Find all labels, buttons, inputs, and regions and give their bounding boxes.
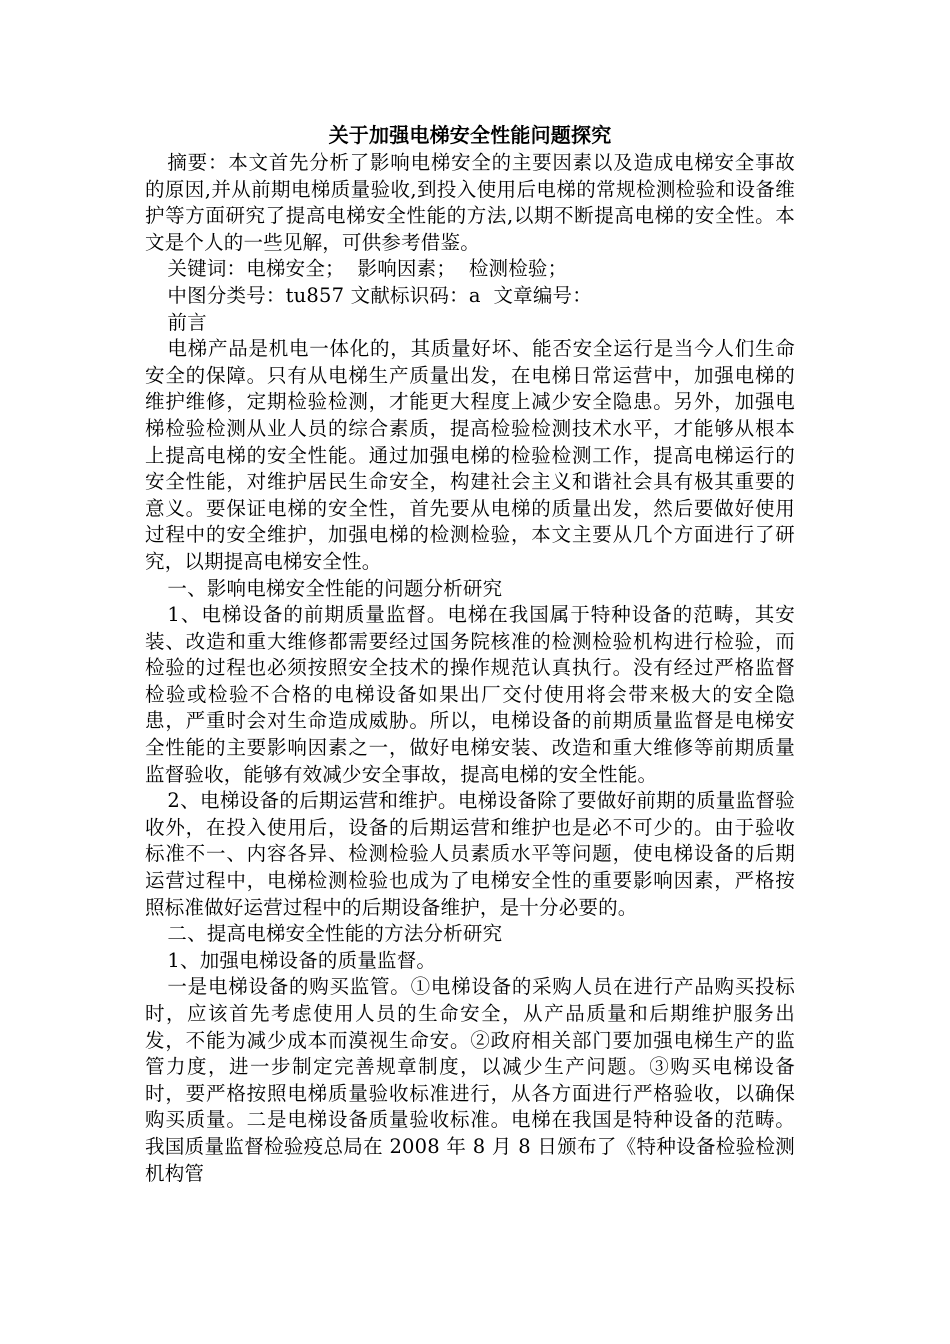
section1-item2-paragraph: 2、电梯设备的后期运营和维护。电梯设备除了要做好前期的质量监督验收外，在投入使用后，设备的后期运营和维护也是必不可少的。由于验收标准不一、内容各异、检测检验人员素质水平等问题，使电梯设备的后期运营过程中，电梯检测检验也成为了电梯安全性的重要影响因素，严格按照标准做好运营过程中的后期设备维护，是十分必要的。 xyxy=(145,789,795,919)
classification-line: 中图分类号：tu857 文献标识码：a 文章编号： xyxy=(167,283,592,307)
section2-heading: 二、提高电梯安全性能的方法分析研究 xyxy=(167,922,503,946)
document-title: 关于加强电梯安全性能问题探究 xyxy=(328,123,612,147)
preface-heading: 前言 xyxy=(167,310,207,334)
document-page xyxy=(145,120,795,1187)
section1-item1-paragraph: 1、电梯设备的前期质量监督。电梯在我国属于特种设备的范畴，其安装、改造和重大维修都需要经过国务院核准的检测检验机构进行检验，而检验的过程也必须按照安全技术的操作规范认真执行。没有经过严格监督检验或检验不合格的电梯设备如果出厂交付使用将会带来极大的安全隐患，严重时会对生命造成威胁。所以，电梯设备的前期质量监督是电梯安全性能的主要影响因素之一，做好电梯安装、改造和重大维修等前期质量监督验收，能够有效减少安全事故，提高电梯的安全性能。 xyxy=(145,603,795,786)
keywords-line: 关键词：电梯安全； 影响因素； 检测检验； xyxy=(167,257,568,281)
preface-paragraph: 电梯产品是机电一体化的，其质量好坏、能否安全运行是当今人们生命安全的保障。只有从电梯生产质量出发，在电梯日常运营中，加强电梯的维护维修，定期检验检测，才能更大程度上减少安全隐患。另外，加强电梯检验检测从业人员的综合素质，提高检验检测技术水平，才能够从根本上提高电梯的安全性能。通过加强电梯的检验检测工作，提高电梯运行的安全性能，对维护居民生命安全，构建社会主义和谐社会具有极其重要的意义。要保证电梯的安全性，首先要从电梯的质量出发，然后要做好使用过程中的安全维护，加强电梯的检测检验，本文主要从几个方面进行了研究，以期提高电梯安全性。 xyxy=(145,337,795,573)
section2-item1-heading: 1、加强电梯设备的质量监督。 xyxy=(167,948,437,972)
section2-body-paragraph: 一是电梯设备的购买监管。①电梯设备的采购人员在进行产品购买投标时，应该首先考虑使用人员的生命安全，从产品质量和后期维护服务出发，不能为减少成本而漠视生命安。②政府相关部门要加强电梯生产的监管力度，进一步制定完善规章制度，以减少生产问题。③购买电梯设备时，要严格按照电梯质量验收标准进行，从各方面进行严格验收，以确保购买质量。二是电梯设备质量验收标准。电梯在我国是特种设备的范畴。我国质量监督检验疫总局在 2008 年 8 月 8 日颁布了《特种设备检验检测机构管 xyxy=(145,975,795,1185)
section1-heading: 一、影响电梯安全性能的问题分析研究 xyxy=(167,576,503,600)
abstract-paragraph: 摘要：本文首先分析了影响电梯安全的主要因素以及造成电梯安全事故的原因,并从前期电梯质量验收,到投入使用后电梯的常规检测检验和设备维护等方面研究了提高电梯安全性能的方法,以期不断提高电梯的安全性。本文是个人的一些见解，可供参考借鉴。 xyxy=(145,151,795,254)
